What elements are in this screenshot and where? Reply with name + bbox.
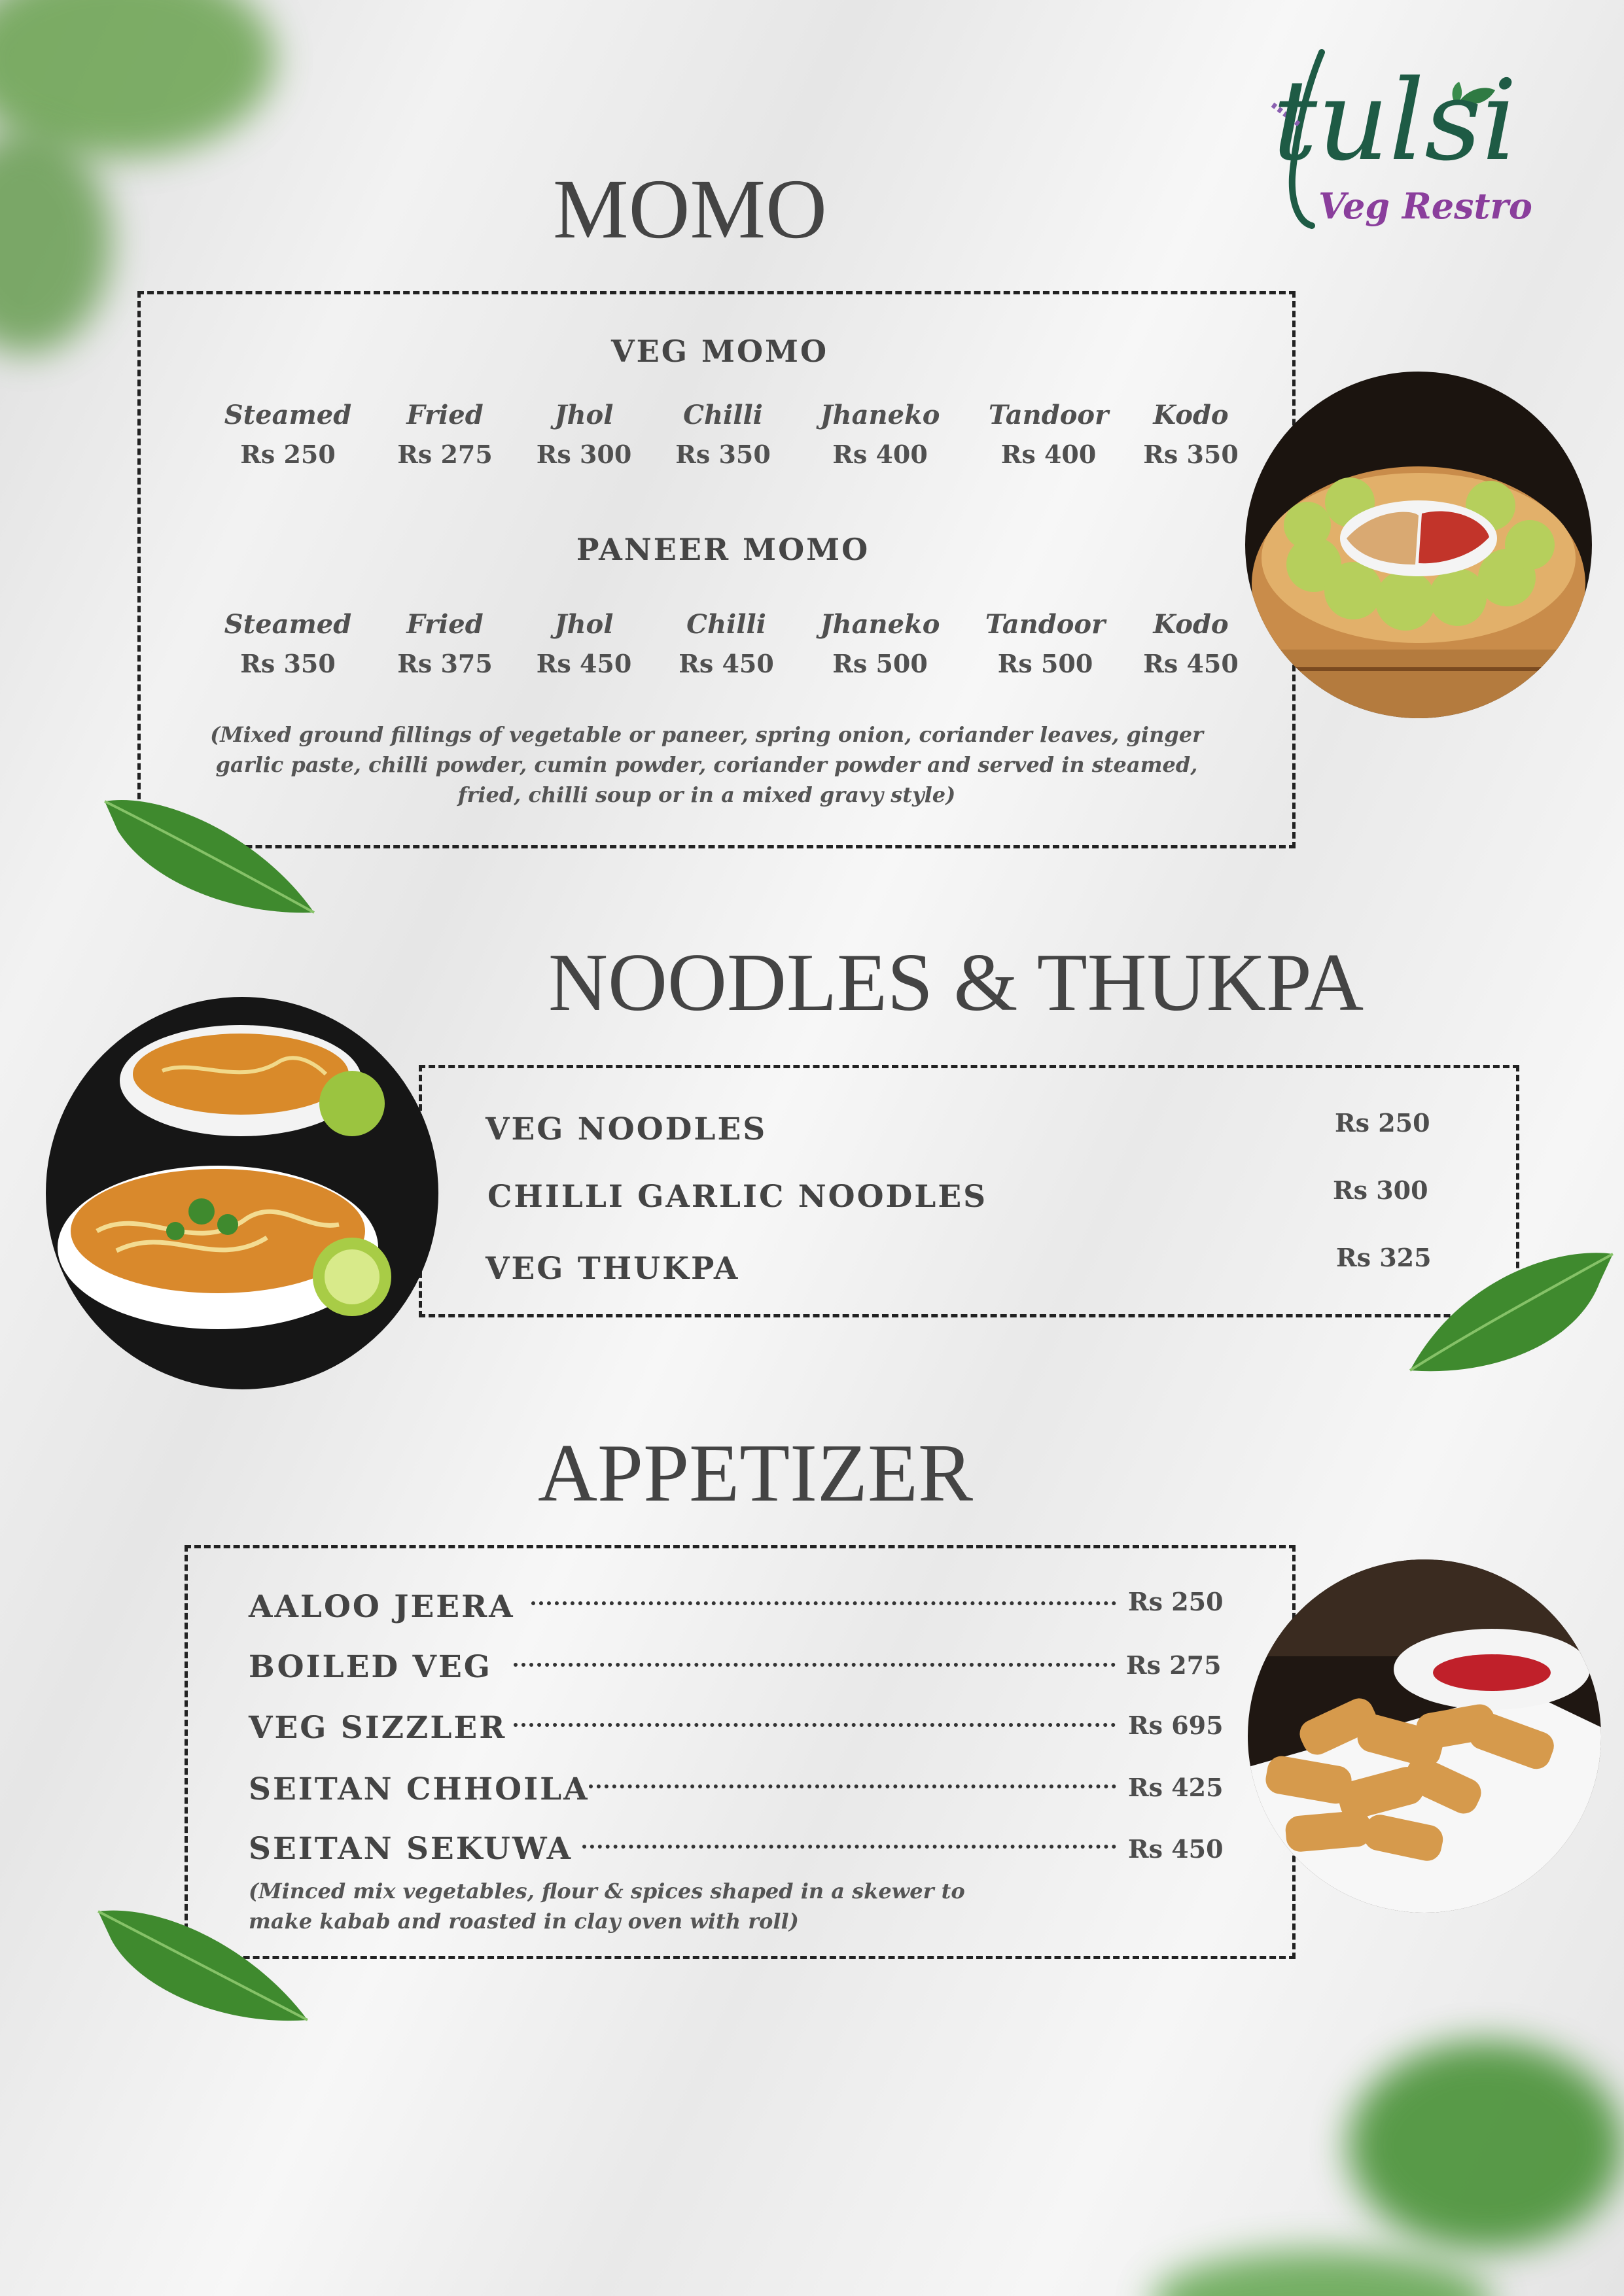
fried-appetizer-photo — [1246, 1558, 1603, 1915]
menu-item-name: AALOO JEERA — [249, 1589, 515, 1625]
momo-price: Rs 275 — [397, 440, 493, 469]
menu-item-price: Rs 250 — [1128, 1587, 1224, 1616]
paneer-momo-option — [222, 605, 353, 684]
momo-price: Rs 350 — [1143, 440, 1239, 469]
appetizer-section-title: APPETIZER — [538, 1428, 974, 1519]
veg-momo-option — [648, 396, 798, 474]
momo-price: Rs 450 — [1143, 649, 1239, 678]
paneer-momo-option — [805, 605, 955, 684]
momo-style-label: Jhaneko — [820, 400, 940, 430]
paneer-momo-option — [1135, 605, 1246, 684]
paneer-momo-price-grid — [222, 605, 1246, 684]
momo-style-label: Steamed — [224, 609, 352, 640]
momo-style-label: Fried — [406, 400, 484, 430]
momo-price: Rs 375 — [397, 649, 493, 678]
menu-item-name: VEG THUKPA — [485, 1251, 740, 1287]
menu-item-price: Rs 250 — [1335, 1108, 1430, 1138]
momo-style-label: Steamed — [224, 400, 352, 430]
brand-name: tulsi — [1273, 56, 1517, 186]
momo-steamer-photo — [1242, 368, 1595, 722]
paneer-momo-option — [648, 605, 805, 684]
dot-leader — [582, 1845, 1116, 1849]
veg-momo-option — [370, 396, 520, 474]
veg-momo-option — [222, 396, 353, 474]
dot-leader — [514, 1723, 1116, 1727]
momo-style-label: Chilli — [686, 609, 766, 640]
menu-item-name: SEITAN SEKUWA — [249, 1831, 573, 1867]
leaf-decoration — [98, 791, 321, 922]
blurred-leaf-decoration — [0, 131, 111, 353]
veg-momo-title: VEG MOMO — [610, 334, 829, 369]
menu-item-price: Rs 425 — [1128, 1773, 1224, 1802]
brand-logo — [1260, 39, 1534, 242]
menu-item-name: BOILED VEG — [249, 1649, 492, 1685]
paneer-momo-option — [370, 605, 520, 684]
blurred-leaf-decoration — [1152, 2250, 1492, 2296]
momo-style-label: Kodo — [1153, 609, 1229, 640]
leaf-decoration — [92, 1904, 314, 2028]
momo-price: Rs 250 — [240, 440, 336, 469]
momo-style-label: Jhol — [554, 400, 614, 430]
momo-style-label: Chilli — [683, 400, 763, 430]
momo-price: Rs 350 — [675, 440, 771, 469]
dot-leader — [514, 1663, 1116, 1667]
brand-tagline: Veg Restro — [1318, 185, 1532, 227]
menu-item-price: Rs 325 — [1336, 1243, 1432, 1272]
paneer-momo-option — [520, 605, 648, 684]
blurred-leaf-decoration — [1348, 2041, 1623, 2250]
momo-price: Rs 500 — [832, 649, 928, 678]
momo-style-label: Tandoor — [985, 609, 1106, 640]
momo-style-label: Kodo — [1153, 400, 1229, 430]
noodle-bowls-photo — [44, 996, 440, 1391]
seitan-sekuwa-description: (Minced mix vegetables, flour & spices shaped in a skewer to make kabab and roasted in clay oven with roll) — [249, 1879, 965, 1934]
momo-price: Rs 350 — [240, 649, 336, 678]
leaf-decoration — [1400, 1246, 1616, 1377]
momo-description: (Mixed ground fillings of vegetable or paneer, spring onion, coriander leaves, ginger garlic paste, chilli powder, cumin powder, coriander powder and served in steamed, fried, chilli soup or in a mixed gravy style) — [210, 722, 1203, 807]
menu-item-name: VEG NOODLES — [485, 1111, 768, 1147]
momo-style-label: Tandoor — [988, 400, 1109, 430]
menu-item-price: Rs 450 — [1128, 1834, 1224, 1864]
veg-momo-option — [798, 396, 962, 474]
dot-leader — [531, 1601, 1116, 1605]
menu-item-name: CHILLI GARLIC NOODLES — [487, 1179, 988, 1215]
momo-price: Rs 450 — [679, 649, 774, 678]
momo-price: Rs 450 — [536, 649, 632, 678]
menu-item-name: VEG SIZZLER — [249, 1710, 507, 1746]
veg-momo-price-grid — [222, 396, 1246, 474]
momo-price: Rs 400 — [832, 440, 928, 469]
menu-item-name: SEITAN CHHOILA — [249, 1771, 590, 1807]
momo-style-label: Jhol — [554, 609, 614, 640]
momo-price: Rs 400 — [1000, 440, 1097, 469]
menu-item-price: Rs 275 — [1126, 1650, 1222, 1680]
veg-momo-option — [520, 396, 648, 474]
momo-price: Rs 500 — [997, 649, 1093, 678]
paneer-momo-title: PANEER MOMO — [576, 532, 870, 567]
momo-section-title: MOMO — [553, 162, 827, 256]
paneer-momo-option — [955, 605, 1135, 684]
veg-momo-option — [962, 396, 1135, 474]
noodles-section-title: NOODLES & THUKPA — [548, 937, 1364, 1028]
menu-item-price: Rs 300 — [1333, 1175, 1428, 1205]
menu-item-price: Rs 695 — [1128, 1711, 1224, 1740]
momo-style-label: Fried — [406, 609, 484, 640]
momo-price: Rs 300 — [536, 440, 632, 469]
dot-leader — [589, 1784, 1116, 1788]
momo-style-label: Jhaneko — [820, 609, 940, 640]
veg-momo-option — [1135, 396, 1246, 474]
